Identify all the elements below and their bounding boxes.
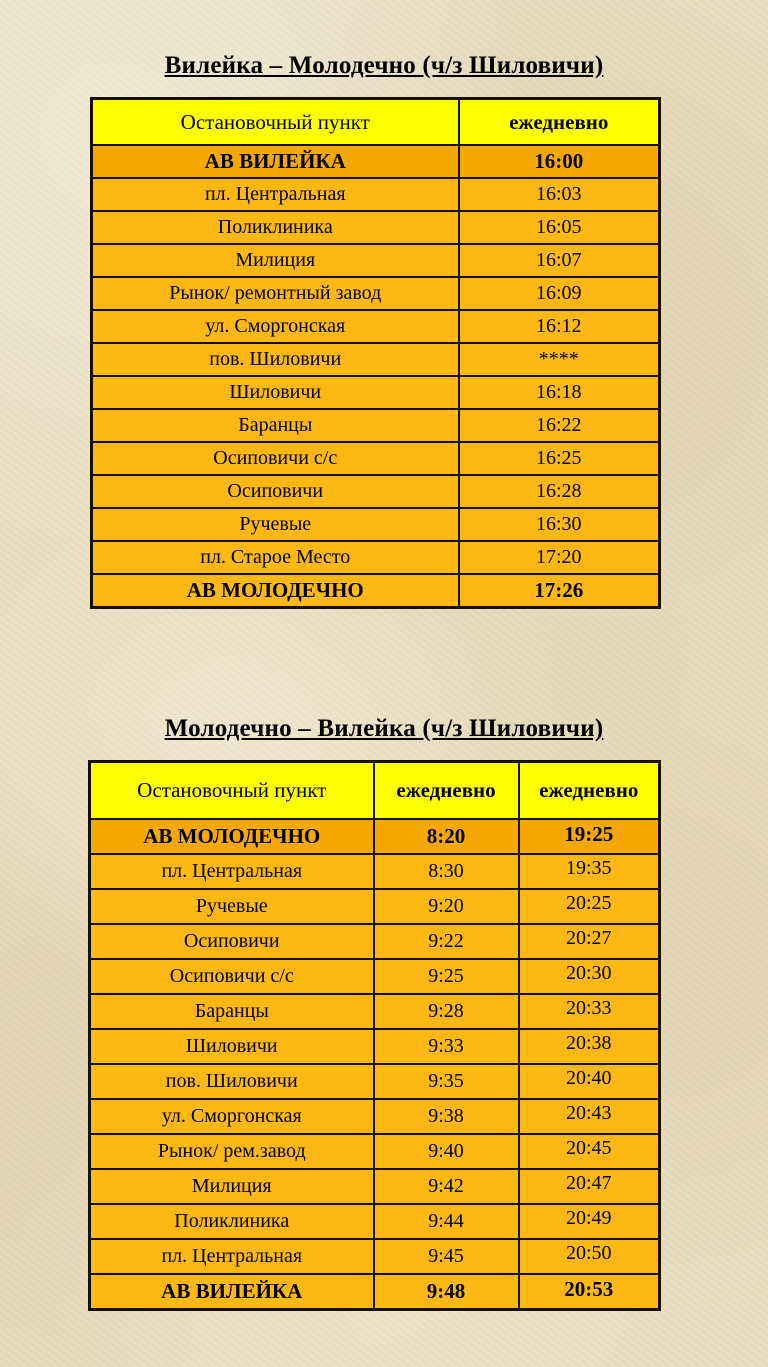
column-header-stop: Остановочный пункт — [92, 99, 459, 146]
time-cell: 20:40 — [519, 1064, 660, 1099]
stop-cell: пл. Центральная — [92, 178, 459, 211]
stop-cell: пл. Старое Место — [92, 541, 459, 574]
table-row — [90, 1204, 660, 1239]
time-cell: 16:05 — [459, 211, 660, 244]
schedule-table-vileyka-molodechno — [90, 97, 661, 609]
time-cell: 17:26 — [459, 574, 660, 608]
stop-cell: пл. Центральная — [90, 1239, 374, 1274]
stop-cell: Осиповичи с/с — [90, 959, 374, 994]
stop-cell: Шиловичи — [92, 376, 459, 409]
column-header-daily-2: ежедневно — [519, 762, 660, 820]
time-cell: 19:25 — [519, 819, 660, 854]
table-row — [90, 1029, 660, 1064]
stop-cell: Шиловичи — [90, 1029, 374, 1064]
stop-cell: Милиция — [92, 244, 459, 277]
stop-cell: пов. Шиловичи — [92, 343, 459, 376]
time-cell: 20:33 — [519, 994, 660, 1029]
table-row — [90, 1134, 660, 1169]
time-cell: 19:35 — [519, 854, 660, 889]
time-cell: 17:20 — [459, 541, 660, 574]
time-cell: 20:25 — [519, 889, 660, 924]
table-row — [90, 819, 660, 854]
table-row — [92, 244, 660, 277]
column-header-daily: ежедневно — [459, 99, 660, 146]
table-row — [92, 376, 660, 409]
table-row — [92, 211, 660, 244]
table-row — [90, 924, 660, 959]
table-row — [90, 1274, 660, 1310]
time-cell: 9:42 — [374, 1169, 519, 1204]
table-row — [92, 442, 660, 475]
table-row — [90, 1239, 660, 1274]
time-cell: 9:45 — [374, 1239, 519, 1274]
column-header-stop: Остановочный пункт — [90, 762, 374, 820]
header-row — [92, 99, 660, 146]
time-cell: 16:22 — [459, 409, 660, 442]
time-cell: 20:43 — [519, 1099, 660, 1134]
stop-cell: Баранцы — [92, 409, 459, 442]
time-cell: 20:47 — [519, 1169, 660, 1204]
table-row — [92, 475, 660, 508]
stop-cell: Поликлиника — [90, 1204, 374, 1239]
table-row — [90, 994, 660, 1029]
time-cell: 9:33 — [374, 1029, 519, 1064]
table-row — [92, 574, 660, 608]
time-cell: 16:25 — [459, 442, 660, 475]
table-row — [90, 889, 660, 924]
table1-title: Вилейка – Молодечно (ч/з Шиловичи) — [164, 52, 604, 79]
time-cell: 20:49 — [519, 1204, 660, 1239]
stop-cell: Милиция — [90, 1169, 374, 1204]
stop-cell: АВ ВИЛЕЙКА — [92, 145, 459, 178]
time-cell: 9:28 — [374, 994, 519, 1029]
table1-body — [92, 145, 660, 608]
header-row — [90, 762, 660, 820]
time-cell: 20:27 — [519, 924, 660, 959]
table-row — [90, 959, 660, 994]
table-row — [92, 277, 660, 310]
time-cell: 20:45 — [519, 1134, 660, 1169]
table-row — [90, 1169, 660, 1204]
table-row — [92, 178, 660, 211]
time-cell: 9:44 — [374, 1204, 519, 1239]
stop-cell: ул. Сморгонская — [90, 1099, 374, 1134]
stop-cell: Поликлиника — [92, 211, 459, 244]
time-cell: 8:30 — [374, 854, 519, 889]
time-cell: 9:20 — [374, 889, 519, 924]
stop-cell: АВ МОЛОДЕЧНО — [90, 819, 374, 854]
stop-cell: ул. Сморгонская — [92, 310, 459, 343]
time-cell: 20:53 — [519, 1274, 660, 1310]
time-cell: 16:18 — [459, 376, 660, 409]
time-cell: 16:12 — [459, 310, 660, 343]
time-cell: **** — [459, 343, 660, 376]
table-row — [90, 1064, 660, 1099]
stop-cell: Ручевые — [92, 508, 459, 541]
table2-title: Молодечно – Вилейка (ч/з Шиловичи) — [164, 715, 604, 742]
stop-cell: АВ МОЛОДЕЧНО — [92, 574, 459, 608]
time-cell: 9:22 — [374, 924, 519, 959]
table-row — [92, 343, 660, 376]
stop-cell: пл. Центральная — [90, 854, 374, 889]
time-cell: 16:30 — [459, 508, 660, 541]
time-cell: 20:30 — [519, 959, 660, 994]
time-cell: 9:40 — [374, 1134, 519, 1169]
table-row — [92, 508, 660, 541]
table-row — [90, 1099, 660, 1134]
stop-cell: Осиповичи с/с — [92, 442, 459, 475]
time-cell: 16:03 — [459, 178, 660, 211]
time-cell: 20:38 — [519, 1029, 660, 1064]
time-cell: 9:25 — [374, 959, 519, 994]
time-cell: 20:50 — [519, 1239, 660, 1274]
stop-cell: Осиповичи — [90, 924, 374, 959]
time-cell: 16:00 — [459, 145, 660, 178]
time-cell: 16:28 — [459, 475, 660, 508]
time-cell: 9:48 — [374, 1274, 519, 1310]
table-row — [90, 854, 660, 889]
table-row — [92, 310, 660, 343]
table-row — [92, 541, 660, 574]
stop-cell: АВ ВИЛЕЙКА — [90, 1274, 374, 1310]
stop-cell: Рынок/ ремонтный завод — [92, 277, 459, 310]
time-cell: 9:38 — [374, 1099, 519, 1134]
table-row — [92, 409, 660, 442]
stop-cell: пов. Шиловичи — [90, 1064, 374, 1099]
time-cell: 9:35 — [374, 1064, 519, 1099]
table2-body — [90, 819, 660, 1310]
schedule-table-molodechno-vileyka — [88, 760, 661, 1311]
time-cell: 16:09 — [459, 277, 660, 310]
stop-cell: Ручевые — [90, 889, 374, 924]
time-cell: 8:20 — [374, 819, 519, 854]
stop-cell: Рынок/ рем.завод — [90, 1134, 374, 1169]
table-row — [92, 145, 660, 178]
stop-cell: Баранцы — [90, 994, 374, 1029]
time-cell: 16:07 — [459, 244, 660, 277]
stop-cell: Осиповичи — [92, 475, 459, 508]
column-header-daily-1: ежедневно — [374, 762, 519, 820]
